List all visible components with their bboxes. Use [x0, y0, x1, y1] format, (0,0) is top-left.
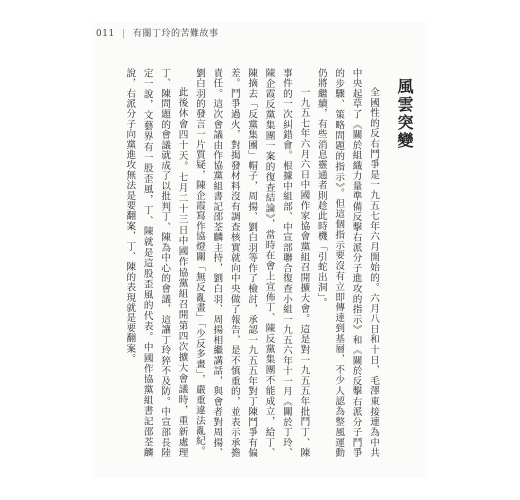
- paragraph: 全國性的反右鬥爭是一九五七年六月開始的。六月八日和十日，毛澤東接連為中共中央起草了《關於組織力量準備反擊右派分子進攻的指示》和《關於反擊右派分子鬥爭的步驟、策略問題的指示》。但這個指示要沒有立即傳達到基層，不少人認為整風運動仍將繼續，有些消息靈通者則趁此時機「引蛇出洞」。: [315, 68, 379, 458]
- body-text: [98, 68, 382, 458]
- running-header: [96, 26, 219, 39]
- paragraph: 此後休會四十天。七月二十三日中國作協黨組召開第四次擴大會議時，重新處理丁、陳問題的會議就成了以批判丁、陳為中心的會議，這讓丁玲猝不及防。中宣部長陸定一說，文藝界有一股歪風，丁、陳就是這股歪風的代表。中國作協黨組書記邵荃麟說，右派分子向黨進攻無法是要翻案，丁、陳的表現就是要翻案。: [124, 68, 188, 458]
- paragraph: 一九五七年六月六日中國作家協會黨組召開擴大會。這是對一九五五年批鬥丁、陳事件的一次糾錯會。根據中組部、中宣部聯合復查小組一九五六年十一月《關於丁玲、陳企霞反黨集團一案的復查結論》，當時在會上宣佈丁、陳反黨集團不能成立，給丁、陳摘去「反黨集團」帽子，周揚、劉白羽等作了檢討，承認一九五五年對丁陳鬥爭有偏差。鬥爭過火，對揭發材料沒有調查核實就向中央做了報告，是不慎重的，並表示承擔責任。這次會議由作協黨組書記邵荃麟主持，劉白羽、周揚相繼講話，與會者對周揚、劉白羽的發言一片質疑，陳企霞寫作協燈關「無反亂畫」「少反多畫」，嚴重違法亂紀。: [193, 68, 310, 458]
- body-text-area: [98, 68, 382, 460]
- running-title: 有關丁玲的苦難故事: [132, 29, 219, 39]
- section-title: 風雲突變: [395, 78, 414, 150]
- header-separator: |: [122, 29, 126, 39]
- page-number: 011: [96, 29, 115, 39]
